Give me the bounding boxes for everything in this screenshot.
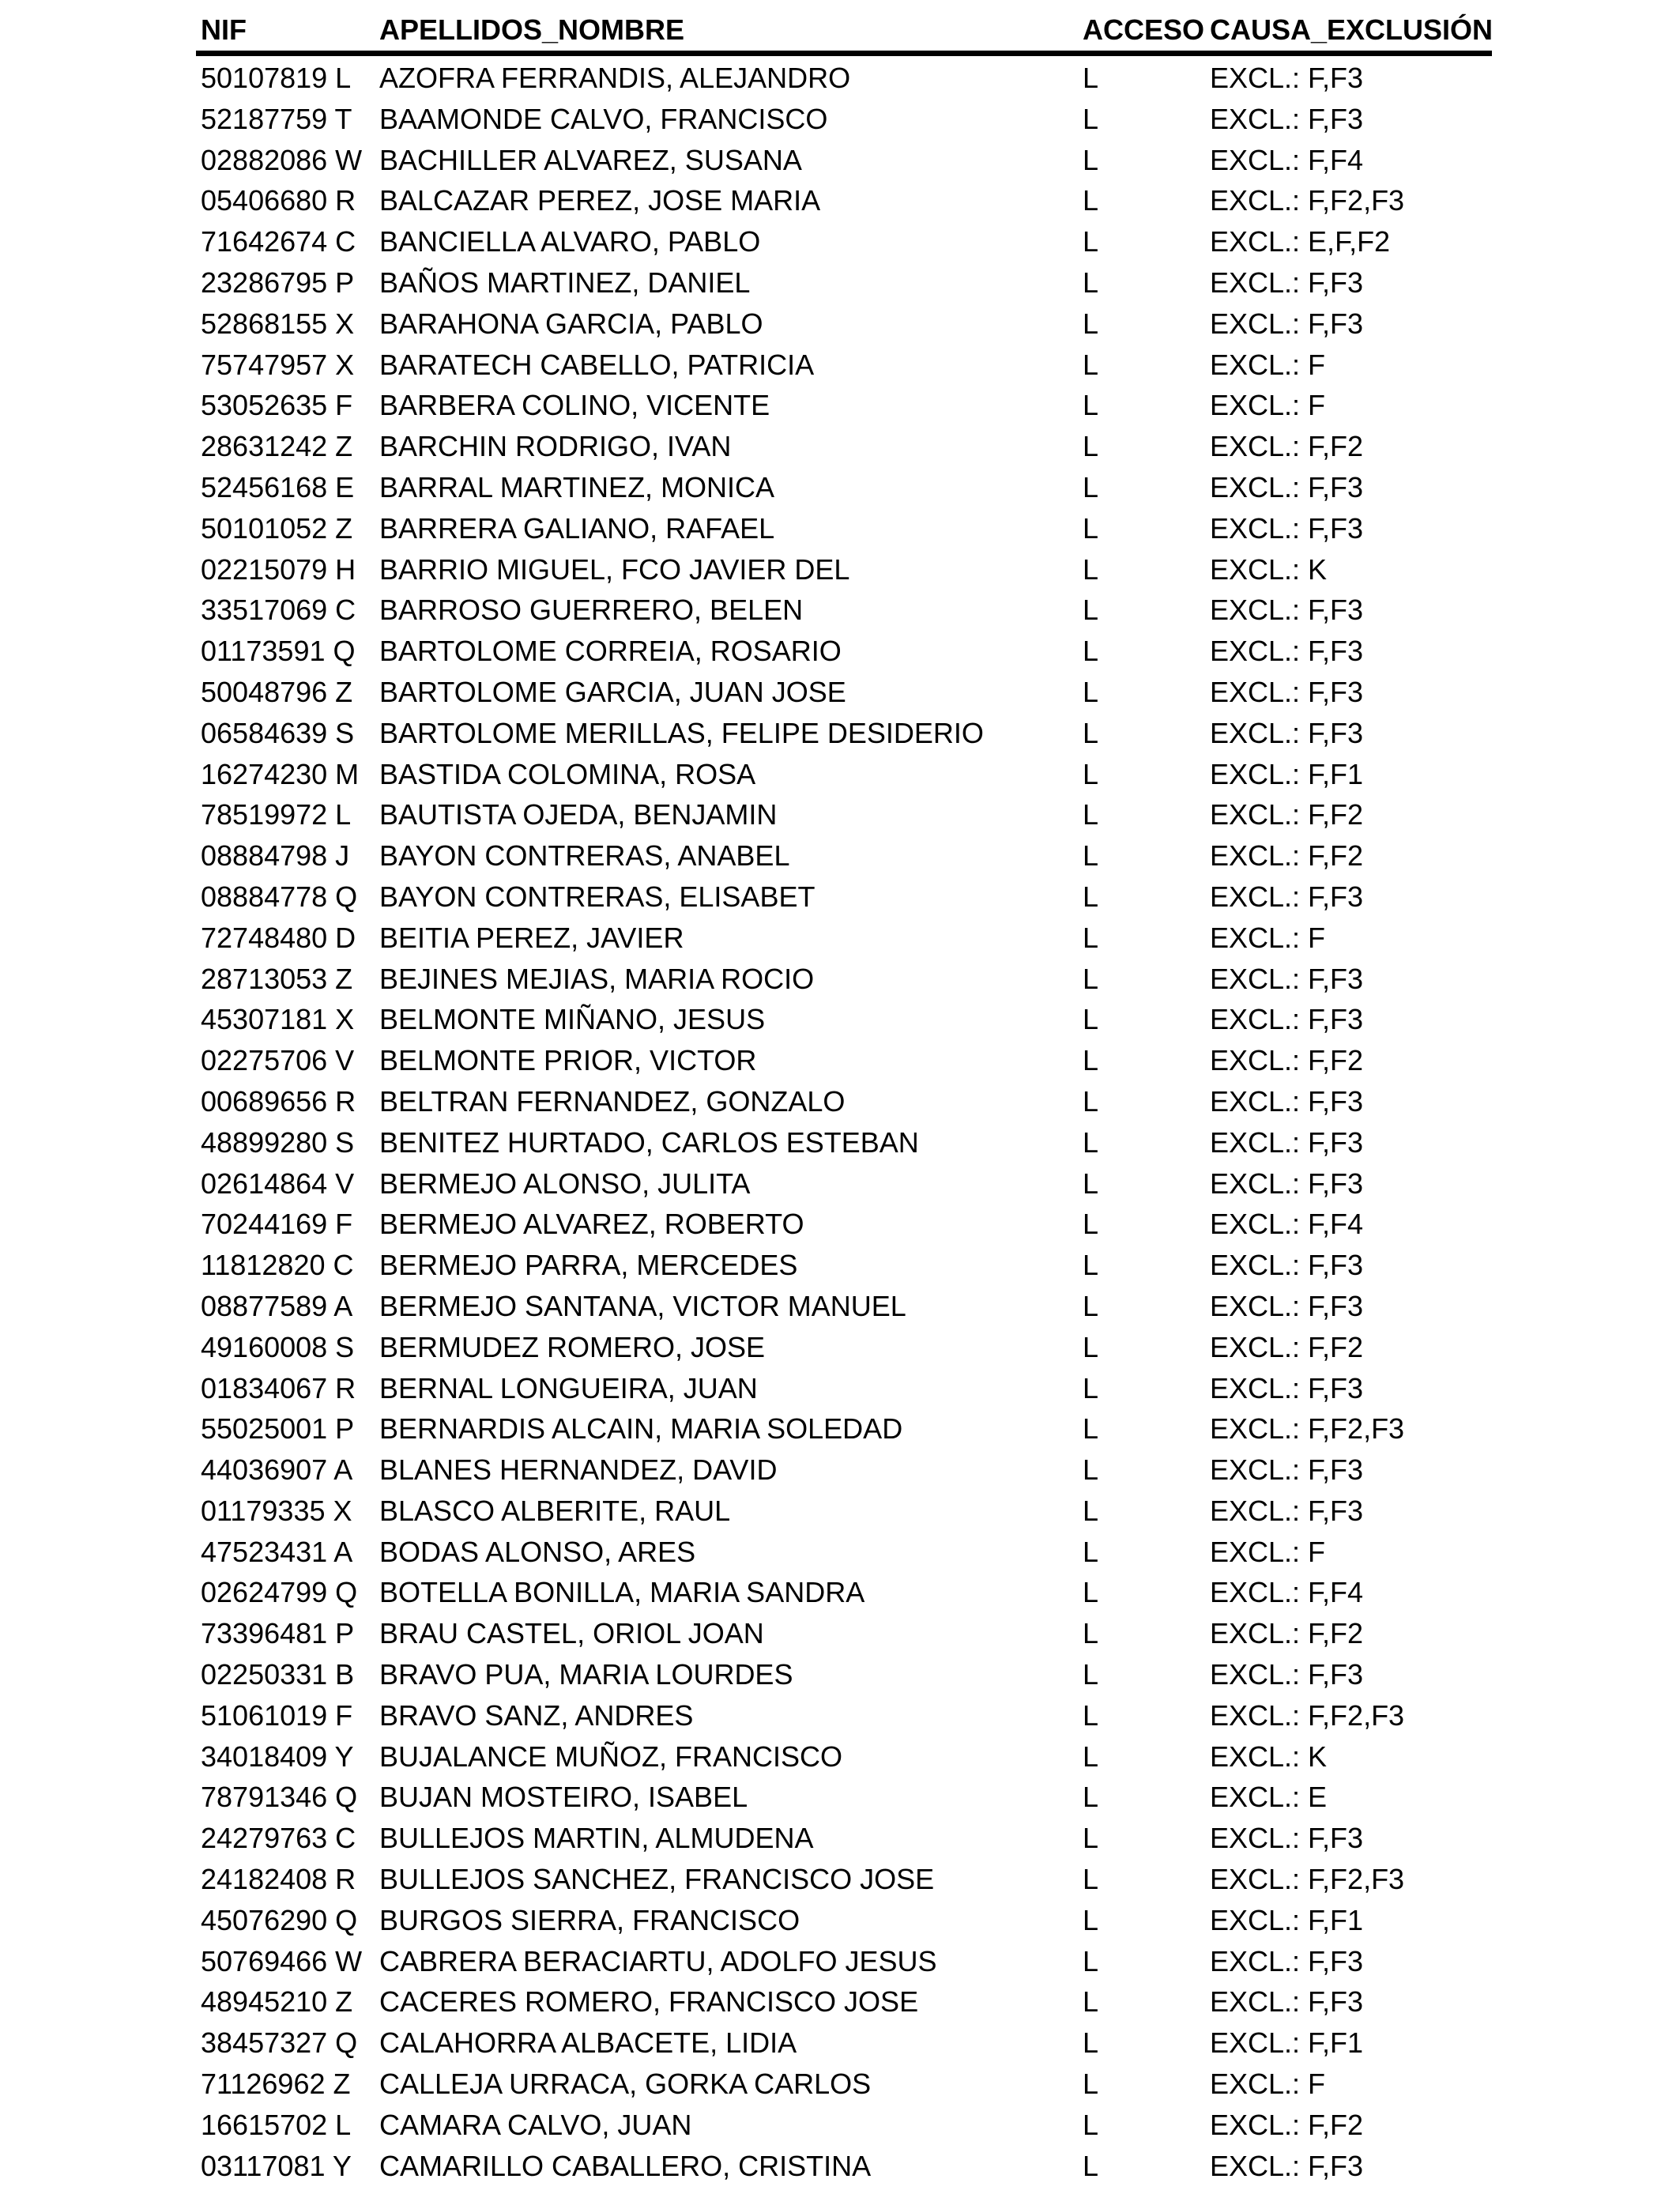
cell-apellidos-nombre: BOTELLA BONILLA, MARIA SANDRA <box>379 1576 865 1609</box>
table-row <box>196 1898 1492 1940</box>
cell-nif: 02250331 B <box>201 1658 355 1691</box>
cell-causa-exclusion: EXCL.: K <box>1210 552 1328 586</box>
cell-nif: 52187759 T <box>201 102 352 135</box>
table-row <box>196 1448 1492 1489</box>
cell-causa-exclusion: EXCL.: F,F3 <box>1210 675 1364 708</box>
cell-nif: 50101052 Z <box>201 511 353 545</box>
cell-acceso: L <box>1083 307 1099 340</box>
cell-nif: 34018409 Y <box>201 1740 354 1773</box>
cell-acceso: L <box>1083 1330 1099 1363</box>
cell-nif: 08877589 A <box>201 1289 353 1322</box>
table-row <box>196 629 1492 670</box>
cell-apellidos-nombre: BERNARDIS ALCAIN, MARIA SOLEDAD <box>379 1412 903 1446</box>
cell-acceso: L <box>1083 1903 1099 1936</box>
cell-apellidos-nombre: BARTOLOME CORREIA, ROSARIO <box>379 635 842 668</box>
cell-causa-exclusion: EXCL.: F,F3 <box>1210 1003 1364 1036</box>
cell-acceso: L <box>1083 2026 1099 2060</box>
cell-acceso: L <box>1083 102 1099 135</box>
cell-acceso: L <box>1083 1985 1099 2019</box>
table-row <box>196 1694 1492 1735</box>
cell-nif: 52456168 E <box>201 470 355 503</box>
cell-nif: 28713053 Z <box>201 962 353 995</box>
table-row <box>196 1325 1492 1367</box>
cell-apellidos-nombre: BRAU CASTEL, ORIOL JOAN <box>379 1617 764 1650</box>
cell-causa-exclusion: EXCL.: F,F3 <box>1210 1822 1364 1855</box>
cell-acceso: L <box>1083 1740 1099 1773</box>
cell-apellidos-nombre: BAYON CONTRERAS, ELISABET <box>379 880 816 913</box>
table-row <box>196 1570 1492 1612</box>
cell-apellidos-nombre: CACERES ROMERO, FRANCISCO JOSE <box>379 1985 919 2019</box>
cell-nif: 38457327 Q <box>201 2026 358 2060</box>
cell-acceso: L <box>1083 1535 1099 1568</box>
cell-apellidos-nombre: BERMEJO ALONSO, JULITA <box>379 1167 751 1200</box>
table-row <box>196 1202 1492 1243</box>
cell-acceso: L <box>1083 1371 1099 1404</box>
cell-apellidos-nombre: BAAMONDE CALVO, FRANCISCO <box>379 102 828 135</box>
cell-acceso: L <box>1083 62 1099 94</box>
cell-acceso: L <box>1083 1617 1099 1650</box>
cell-causa-exclusion: EXCL.: F,F2,F3 <box>1210 1863 1405 1896</box>
cell-nif: 48945210 Z <box>201 1985 353 2019</box>
table-row <box>196 2103 1492 2144</box>
table-row <box>196 1530 1492 1571</box>
cell-nif: 08884778 Q <box>201 880 358 913</box>
cell-apellidos-nombre: BLASCO ALBERITE, RAUL <box>379 1494 731 1527</box>
cell-nif: 03117081 Y <box>201 2149 352 2182</box>
cell-nif: 52868155 X <box>201 307 355 340</box>
cell-causa-exclusion: EXCL.: F,F2 <box>1210 798 1364 831</box>
cell-nif: 71126962 Z <box>201 2068 351 2101</box>
cell-apellidos-nombre: BARAHONA GARCIA, PABLO <box>379 307 763 340</box>
cell-causa-exclusion: EXCL.: F,F2 <box>1210 1044 1364 1077</box>
cell-nif: 02614864 V <box>201 1167 355 1200</box>
table-row <box>196 261 1492 302</box>
cell-nif: 28631242 Z <box>201 430 353 463</box>
cell-apellidos-nombre: BERMEJO SANTANA, VICTOR MANUEL <box>379 1289 906 1322</box>
cell-nif: 02275706 V <box>201 1044 355 1077</box>
cell-causa-exclusion: EXCL.: F,F3 <box>1210 1658 1364 1691</box>
cell-acceso: L <box>1083 552 1099 586</box>
cell-causa-exclusion: EXCL.: F <box>1210 2068 1326 2101</box>
cell-causa-exclusion: EXCL.: F,F2 <box>1210 2108 1364 2141</box>
cell-causa-exclusion: EXCL.: F,F3 <box>1210 635 1364 668</box>
cell-nif: 08884798 J <box>201 839 350 873</box>
table-row <box>196 1612 1492 1653</box>
cell-apellidos-nombre: BARRAL MARTINEZ, MONICA <box>379 470 775 503</box>
cell-nif: 33517069 C <box>201 594 356 627</box>
cell-nif: 02215079 H <box>201 552 356 586</box>
cell-causa-exclusion: EXCL.: F,F3 <box>1210 1453 1364 1487</box>
table-row <box>196 711 1492 752</box>
table-row <box>196 1243 1492 1284</box>
cell-nif: 51061019 F <box>201 1698 353 1732</box>
cell-apellidos-nombre: BODAS ALONSO, ARES <box>379 1535 696 1568</box>
cell-acceso: L <box>1083 798 1099 831</box>
cell-causa-exclusion: EXCL.: F,F2,F3 <box>1210 1698 1405 1732</box>
table-row <box>196 957 1492 998</box>
table-row <box>196 1940 1492 1981</box>
header-causa-exclusion: CAUSA_EXCLUSIÓN <box>1210 13 1494 46</box>
cell-nif: 05406680 R <box>201 184 356 217</box>
cell-acceso: L <box>1083 1944 1099 1977</box>
table-header <box>196 9 1492 56</box>
cell-apellidos-nombre: BELMONTE MIÑANO, JESUS <box>379 1003 766 1036</box>
cell-nif: 48899280 S <box>201 1125 355 1159</box>
table-row <box>196 424 1492 466</box>
cell-causa-exclusion: EXCL.: F,F3 <box>1210 1494 1364 1527</box>
cell-nif: 55025001 P <box>201 1412 355 1446</box>
cell-acceso: L <box>1083 348 1099 381</box>
cell-apellidos-nombre: BERMUDEZ ROMERO, JOSE <box>379 1330 766 1363</box>
cell-apellidos-nombre: BALCAZAR PEREZ, JOSE MARIA <box>379 184 821 217</box>
cell-nif: 01834067 R <box>201 1371 356 1404</box>
cell-acceso: L <box>1083 1289 1099 1322</box>
cell-apellidos-nombre: BRAVO PUA, MARIA LOURDES <box>379 1658 793 1691</box>
cell-causa-exclusion: EXCL.: F,F3 <box>1210 102 1364 135</box>
cell-causa-exclusion: EXCL.: F,F2 <box>1210 839 1364 873</box>
cell-apellidos-nombre: BERNAL LONGUEIRA, JUAN <box>379 1371 758 1404</box>
cell-causa-exclusion: EXCL.: F,F1 <box>1210 1903 1364 1936</box>
cell-apellidos-nombre: BAYON CONTRERAS, ANABEL <box>379 839 790 873</box>
table-row <box>196 1039 1492 1080</box>
header-nif: NIF <box>201 13 247 46</box>
table-row <box>196 1080 1492 1121</box>
cell-causa-exclusion: EXCL.: F,F3 <box>1210 307 1364 340</box>
cell-acceso: L <box>1083 1412 1099 1446</box>
cell-acceso: L <box>1083 143 1099 176</box>
cell-apellidos-nombre: BASTIDA COLOMINA, ROSA <box>379 757 756 790</box>
cell-causa-exclusion: EXCL.: F,F3 <box>1210 1985 1364 2019</box>
table-row <box>196 1857 1492 1898</box>
cell-apellidos-nombre: BEITIA PEREZ, JAVIER <box>379 921 684 954</box>
table-row <box>196 138 1492 179</box>
cell-apellidos-nombre: BARROSO GUERRERO, BELEN <box>379 594 804 627</box>
cell-nif: 01173591 Q <box>201 635 356 668</box>
cell-nif: 16615702 L <box>201 2108 352 2141</box>
cell-causa-exclusion: EXCL.: F,F3 <box>1210 511 1364 545</box>
cell-acceso: L <box>1083 757 1099 790</box>
table-row <box>196 875 1492 916</box>
cell-nif: 78791346 Q <box>201 1781 358 1814</box>
cell-acceso: L <box>1083 880 1099 913</box>
cell-apellidos-nombre: CABRERA BERACIARTU, ADOLFO JESUS <box>379 1944 937 1977</box>
cell-causa-exclusion: EXCL.: F,F3 <box>1210 1249 1364 1282</box>
cell-acceso: L <box>1083 675 1099 708</box>
cell-acceso: L <box>1083 184 1099 217</box>
cell-causa-exclusion: EXCL.: F,F4 <box>1210 1208 1364 1241</box>
table-row <box>196 302 1492 343</box>
cell-acceso: L <box>1083 1822 1099 1855</box>
cell-nif: 75747957 X <box>201 348 355 381</box>
cell-causa-exclusion: EXCL.: F,F3 <box>1210 1944 1364 1977</box>
cell-causa-exclusion: EXCL.: F,F3 <box>1210 880 1364 913</box>
cell-nif: 45307181 X <box>201 1003 355 1036</box>
cell-causa-exclusion: EXCL.: F,F3 <box>1210 266 1364 299</box>
table-row <box>196 1284 1492 1325</box>
cell-apellidos-nombre: CALLEJA URRACA, GORKA CARLOS <box>379 2068 872 2101</box>
cell-acceso: L <box>1083 2108 1099 2141</box>
table-row <box>196 2062 1492 2103</box>
cell-nif: 49160008 S <box>201 1330 355 1363</box>
cell-causa-exclusion: EXCL.: F,F3 <box>1210 1125 1364 1159</box>
cell-causa-exclusion: EXCL.: F <box>1210 389 1326 422</box>
cell-acceso: L <box>1083 1208 1099 1241</box>
table-row <box>196 1735 1492 1776</box>
cell-nif: 02882086 W <box>201 143 363 176</box>
table-row <box>196 2144 1492 2185</box>
cell-causa-exclusion: EXCL.: F,F3 <box>1210 594 1364 627</box>
header-apellidos-nombre: APELLIDOS_NOMBRE <box>379 13 685 46</box>
cell-acceso: L <box>1083 266 1099 299</box>
cell-causa-exclusion: EXCL.: F,F3 <box>1210 1289 1364 1322</box>
cell-causa-exclusion: EXCL.: F,F3 <box>1210 62 1364 94</box>
cell-causa-exclusion: EXCL.: F,F3 <box>1210 1084 1364 1118</box>
cell-nif: 24279763 C <box>201 1822 356 1855</box>
table-row <box>196 588 1492 629</box>
cell-nif: 16274230 M <box>201 757 360 790</box>
cell-apellidos-nombre: BULLEJOS MARTIN, ALMUDENA <box>379 1822 814 1855</box>
cell-apellidos-nombre: BENITEZ HURTADO, CARLOS ESTEBAN <box>379 1125 919 1159</box>
cell-apellidos-nombre: BANCIELLA ALVARO, PABLO <box>379 225 761 258</box>
table-row <box>196 97 1492 138</box>
cell-acceso: L <box>1083 1249 1099 1282</box>
cell-acceso: L <box>1083 1781 1099 1814</box>
cell-apellidos-nombre: BERMEJO ALVAREZ, ROBERTO <box>379 1208 804 1241</box>
cell-nif: 02624799 Q <box>201 1576 358 1609</box>
table-row <box>196 220 1492 261</box>
cell-acceso: L <box>1083 225 1099 258</box>
cell-apellidos-nombre: AZOFRA FERRANDIS, ALEJANDRO <box>379 62 851 94</box>
table-row <box>196 466 1492 507</box>
cell-apellidos-nombre: BELMONTE PRIOR, VICTOR <box>379 1044 757 1077</box>
cell-acceso: L <box>1083 1003 1099 1036</box>
cell-acceso: L <box>1083 2068 1099 2101</box>
table-row <box>196 670 1492 711</box>
cell-apellidos-nombre: BARCHIN RODRIGO, IVAN <box>379 430 732 463</box>
cell-causa-exclusion: EXCL.: F,F2 <box>1210 430 1364 463</box>
cell-nif: 50769466 W <box>201 1944 363 1977</box>
cell-acceso: L <box>1083 1044 1099 1077</box>
cell-apellidos-nombre: BEJINES MEJIAS, MARIA ROCIO <box>379 962 815 995</box>
cell-nif: 06584639 S <box>201 716 355 749</box>
cell-acceso: L <box>1083 1658 1099 1691</box>
table-row <box>196 343 1492 384</box>
cell-apellidos-nombre: BERMEJO PARRA, MERCEDES <box>379 1249 798 1282</box>
cell-causa-exclusion: EXCL.: F,F3 <box>1210 962 1364 995</box>
cell-acceso: L <box>1083 389 1099 422</box>
cell-apellidos-nombre: BARBERA COLINO, VICENTE <box>379 389 770 422</box>
cell-causa-exclusion: EXCL.: F <box>1210 348 1326 381</box>
cell-causa-exclusion: EXCL.: F <box>1210 1535 1326 1568</box>
cell-nif: 47523431 A <box>201 1535 353 1568</box>
cell-nif: 71642674 C <box>201 225 356 258</box>
table-row <box>196 834 1492 875</box>
header-acceso: ACCESO <box>1083 13 1205 46</box>
table-row <box>196 56 1492 97</box>
cell-causa-exclusion: EXCL.: K <box>1210 1740 1328 1773</box>
cell-acceso: L <box>1083 1698 1099 1732</box>
cell-apellidos-nombre: CAMARILLO CABALLERO, CRISTINA <box>379 2149 872 2182</box>
cell-causa-exclusion: EXCL.: F,F3 <box>1210 1371 1364 1404</box>
cell-apellidos-nombre: BUJAN MOSTEIRO, ISABEL <box>379 1781 748 1814</box>
cell-apellidos-nombre: BACHILLER ALVAREZ, SUSANA <box>379 143 802 176</box>
cell-apellidos-nombre: BARTOLOME MERILLAS, FELIPE DESIDERIO <box>379 716 984 749</box>
cell-apellidos-nombre: BURGOS SIERRA, FRANCISCO <box>379 1903 800 1936</box>
cell-acceso: L <box>1083 839 1099 873</box>
cell-acceso: L <box>1083 1167 1099 1200</box>
cell-acceso: L <box>1083 430 1099 463</box>
cell-causa-exclusion: EXCL.: F,F3 <box>1210 2149 1364 2182</box>
table-body <box>196 56 1492 2185</box>
cell-acceso: L <box>1083 511 1099 545</box>
table-row <box>196 752 1492 794</box>
table-row <box>196 548 1492 589</box>
cell-nif: 72748480 D <box>201 921 356 954</box>
table-row <box>196 1162 1492 1203</box>
cell-apellidos-nombre: BARTOLOME GARCIA, JUAN JOSE <box>379 675 846 708</box>
cell-apellidos-nombre: BELTRAN FERNANDEZ, GONZALO <box>379 1084 846 1118</box>
cell-acceso: L <box>1083 2149 1099 2182</box>
table-row <box>196 2021 1492 2062</box>
cell-acceso: L <box>1083 1084 1099 1118</box>
exclusion-list-table <box>196 9 1492 2185</box>
cell-causa-exclusion: EXCL.: E,F,F2 <box>1210 225 1391 258</box>
cell-nif: 01179335 X <box>201 1494 352 1527</box>
cell-causa-exclusion: EXCL.: F,F1 <box>1210 2026 1364 2060</box>
cell-acceso: L <box>1083 470 1099 503</box>
cell-acceso: L <box>1083 635 1099 668</box>
cell-nif: 70244169 F <box>201 1208 353 1241</box>
cell-causa-exclusion: EXCL.: F,F1 <box>1210 757 1364 790</box>
cell-acceso: L <box>1083 594 1099 627</box>
cell-causa-exclusion: EXCL.: F,F3 <box>1210 716 1364 749</box>
cell-nif: 45076290 Q <box>201 1903 358 1936</box>
cell-nif: 00689656 R <box>201 1084 356 1118</box>
table-row <box>196 793 1492 834</box>
cell-acceso: L <box>1083 716 1099 749</box>
cell-apellidos-nombre: BAÑOS MARTINEZ, DANIEL <box>379 266 751 299</box>
cell-causa-exclusion: EXCL.: F,F3 <box>1210 470 1364 503</box>
table-row <box>196 1980 1492 2021</box>
cell-nif: 53052635 F <box>201 389 353 422</box>
table-row <box>196 383 1492 424</box>
cell-apellidos-nombre: BARRIO MIGUEL, FCO JAVIER DEL <box>379 552 850 586</box>
cell-nif: 44036907 A <box>201 1453 353 1487</box>
table-row <box>196 1407 1492 1448</box>
cell-acceso: L <box>1083 1125 1099 1159</box>
cell-apellidos-nombre: BAUTISTA OJEDA, BENJAMIN <box>379 798 778 831</box>
cell-apellidos-nombre: BARATECH CABELLO, PATRICIA <box>379 348 815 381</box>
cell-acceso: L <box>1083 1576 1099 1609</box>
table-row <box>196 1367 1492 1408</box>
cell-apellidos-nombre: BULLEJOS SANCHEZ, FRANCISCO JOSE <box>379 1863 935 1896</box>
cell-apellidos-nombre: BRAVO SANZ, ANDRES <box>379 1698 694 1732</box>
cell-acceso: L <box>1083 1453 1099 1487</box>
cell-causa-exclusion: EXCL.: F,F2 <box>1210 1330 1364 1363</box>
cell-nif: 73396481 P <box>201 1617 355 1650</box>
table-row <box>196 1121 1492 1162</box>
table-row <box>196 1775 1492 1816</box>
cell-apellidos-nombre: BUJALANCE MUÑOZ, FRANCISCO <box>379 1740 843 1773</box>
cell-nif: 24182408 R <box>201 1863 356 1896</box>
cell-apellidos-nombre: BLANES HERNANDEZ, DAVID <box>379 1453 778 1487</box>
cell-acceso: L <box>1083 921 1099 954</box>
table-row <box>196 1489 1492 1530</box>
cell-causa-exclusion: EXCL.: F,F4 <box>1210 1576 1364 1609</box>
table-row <box>196 179 1492 220</box>
table-row <box>196 916 1492 957</box>
cell-nif: 11812820 C <box>201 1249 354 1282</box>
cell-nif: 50107819 L <box>201 62 352 94</box>
cell-causa-exclusion: EXCL.: F,F4 <box>1210 143 1364 176</box>
cell-causa-exclusion: EXCL.: F,F2,F3 <box>1210 184 1405 217</box>
cell-nif: 23286795 P <box>201 266 355 299</box>
cell-apellidos-nombre: CALAHORRA ALBACETE, LIDIA <box>379 2026 797 2060</box>
cell-acceso: L <box>1083 1494 1099 1527</box>
table-row <box>196 1653 1492 1694</box>
cell-acceso: L <box>1083 962 1099 995</box>
cell-nif: 50048796 Z <box>201 675 353 708</box>
table-row <box>196 997 1492 1039</box>
cell-apellidos-nombre: BARRERA GALIANO, RAFAEL <box>379 511 775 545</box>
cell-causa-exclusion: EXCL.: E <box>1210 1781 1328 1814</box>
table-row <box>196 1816 1492 1857</box>
cell-acceso: L <box>1083 1863 1099 1896</box>
cell-causa-exclusion: EXCL.: F,F3 <box>1210 1167 1364 1200</box>
cell-nif: 78519972 L <box>201 798 352 831</box>
table-row <box>196 507 1492 548</box>
cell-causa-exclusion: EXCL.: F,F2,F3 <box>1210 1412 1405 1446</box>
cell-causa-exclusion: EXCL.: F <box>1210 921 1326 954</box>
cell-apellidos-nombre: CAMARA CALVO, JUAN <box>379 2108 692 2141</box>
cell-causa-exclusion: EXCL.: F,F2 <box>1210 1617 1364 1650</box>
